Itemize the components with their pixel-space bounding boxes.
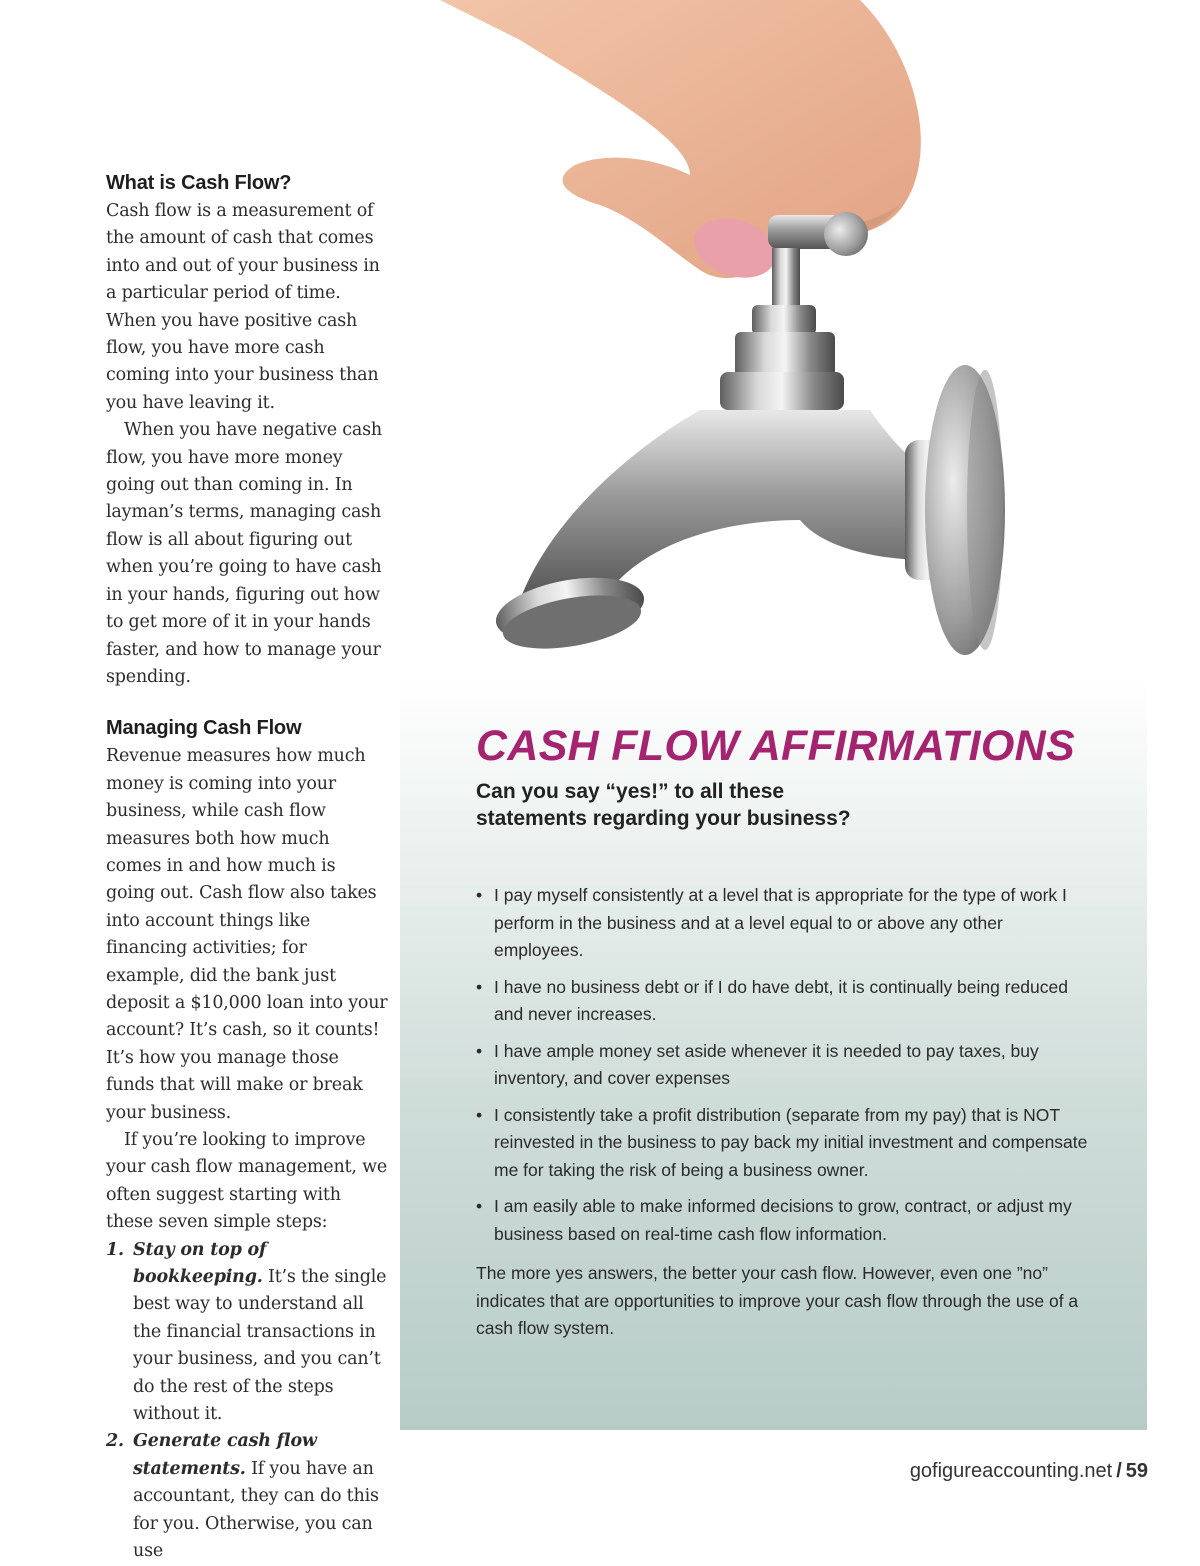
managing-section — [106, 715, 388, 1565]
step-number: 2. — [106, 1431, 124, 1452]
affirmations-subtitle — [476, 778, 1096, 832]
item-text: I am easily able to make informed decisions to grow, contract, or adjust my business based on real-time cash flow information. — [494, 1196, 1072, 1244]
what-paragraph-2: When you have negative cash flow, you have more money going out than coming in. In layman’s terms, managing cash flow is all about figuring out when you’re going to have cash in your hands, figuring out how to get more of it in your hands faster, and how to manage your spending. — [106, 420, 382, 687]
step-item — [106, 1428, 388, 1565]
steps-list — [106, 1237, 388, 1566]
page-footer — [910, 1460, 1148, 1483]
list-item — [476, 974, 1096, 1029]
bullet-icon: • — [476, 1196, 483, 1216]
list-item — [476, 1038, 1096, 1093]
affirmations-closing: The more yes answers, the better your cash flow. However, even one ”no” indicates that are opportunities to improve your cash flow through the use of a cash flow system. — [476, 1263, 1079, 1338]
step-text: If you have an accountant, they can do this for you. Otherwise, you can use — [133, 1458, 379, 1562]
affirmations-title: CASH FLOW AFFIRMATIONS — [476, 722, 1075, 770]
faucet-hand-image — [400, 0, 1150, 680]
item-text: I pay myself consistently at a level that is appropriate for the type of work I perform in the business and at a level equal to or above any other employees. — [494, 885, 1067, 960]
step-lead: Generate cash flow statements. — [133, 1431, 317, 1479]
list-item — [476, 1102, 1096, 1185]
footer-site: gofigureaccounting.net — [909, 1460, 1113, 1482]
page-number: 59 — [1125, 1460, 1148, 1482]
affirmations-content — [476, 718, 1096, 1343]
subtitle-line-1: Can you say “yes!” to all these — [476, 780, 785, 803]
footer-separator: / — [1116, 1460, 1122, 1482]
step-text: It’s the single best way to understand all the financial transactions in your business, and you can’t do the rest of the steps without it. — [133, 1267, 387, 1425]
item-text: I consistently take a profit distribution (separate from my pay) that is NOT reinvested in the business to pay back my initial investment and compensate me for taking the risk of being a business owner. — [494, 1104, 1088, 1180]
what-is-cash-flow-heading: What is Cash Flow? — [106, 172, 292, 194]
subtitle-line-2: statements regarding your business? — [476, 807, 851, 830]
bullet-icon: • — [476, 885, 483, 905]
step-lead: Stay on top of bookkeeping. — [133, 1239, 267, 1288]
step-number: 1. — [106, 1239, 124, 1260]
what-paragraph-1: Cash flow is a measurement of the amount of cash that comes into and out of your business in a particular period of time. When you have positive cash flow, you have more cash coming into your business than you have leaving it. — [106, 201, 380, 413]
managing-paragraph-2: If you’re looking to improve your cash flow management, we often suggest starting with these seven simple steps: — [106, 1130, 388, 1233]
step-item — [106, 1237, 388, 1429]
managing-paragraph-1: Revenue measures how much money is coming into your business, while cash flow measures both how much comes in and how much is going out. Cash flow also takes into account things like financing activities; for example, did the bank just deposit a $10,000 loan into your account? It’s cash, so it counts! It’s how you manage those funds that will make or break your business. — [106, 746, 388, 1123]
bullet-icon: • — [476, 976, 483, 997]
affirmations-list — [476, 882, 1096, 1248]
bullet-icon: • — [476, 1040, 483, 1061]
bullet-icon: • — [476, 1104, 483, 1125]
list-item — [476, 1193, 1096, 1248]
left-column — [106, 170, 388, 1566]
item-text: I have ample money set aside whenever it is needed to pay taxes, buy inventory, and cover expenses — [494, 1040, 1039, 1088]
item-text: I have no business debt or if I do have debt, it is continually being reduced and never increases. — [494, 976, 1068, 1024]
managing-cash-flow-heading: Managing Cash Flow — [106, 717, 302, 740]
list-item — [476, 882, 1096, 965]
